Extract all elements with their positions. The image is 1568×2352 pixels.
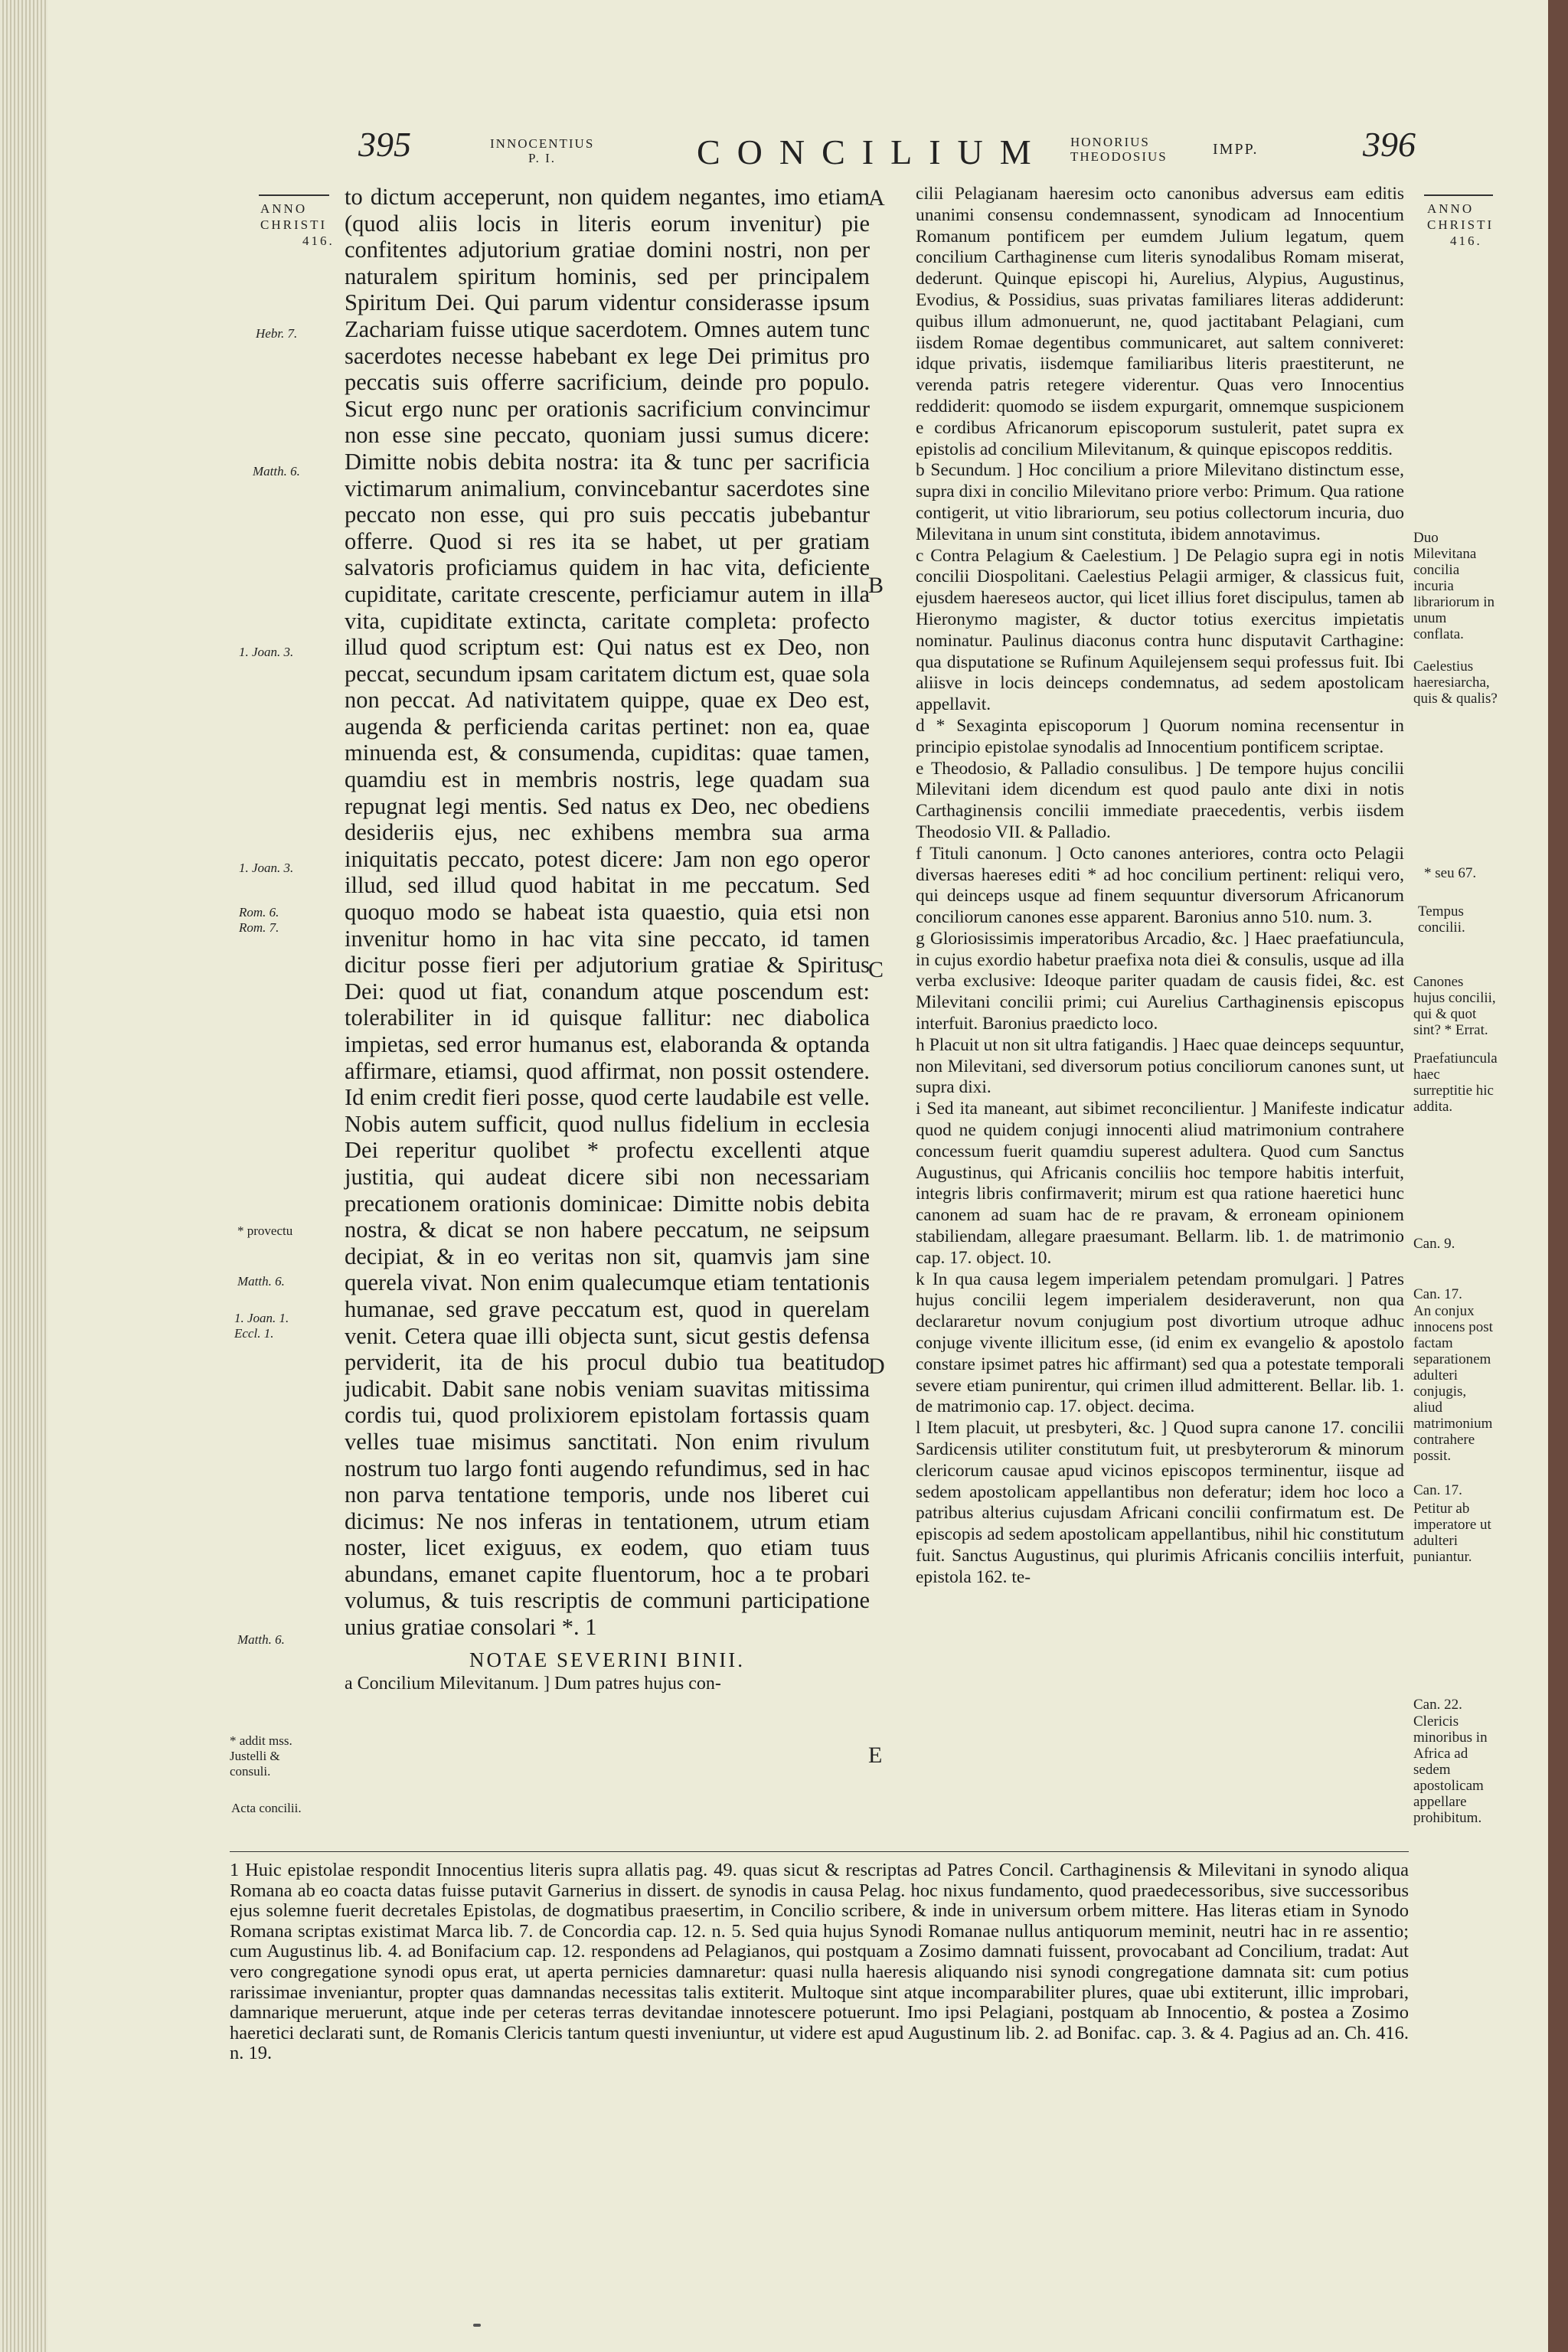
left-margin-note: Matth. 6.: [237, 1274, 285, 1289]
year-right: [1427, 201, 1494, 249]
right-margin-note: Caelestius haeresiarcha, quis & qualis?: [1413, 658, 1498, 707]
right-margin-note: Can. 22.: [1413, 1697, 1462, 1713]
page-edges: [0, 0, 47, 2352]
pope-label: [490, 136, 594, 165]
right-margin-note: Can. 17.: [1413, 1286, 1462, 1302]
imp-label: IMPP.: [1213, 141, 1259, 158]
pope-name: INNOCENTIUS: [490, 136, 595, 151]
note-paragraph: l Item placuit, ut presbyteri, &c. ] Quod supra canone 17. concilii Sardicensis utiliter constitutum fuit, ut presbyterorum & minorum clericorum causae apud vicinos episcopos terminentur, iisque ad sedem apostolicam appellantibus non deferatur; idem hoc loco a patribus alterius cujusdam Africani concilii confirmatum est. De episcopis ad sedem apostolicam appellantibus, nihil hic constitutum fuit. Sanctus Augustinus, qui plurimis Africanis conciliis interfuit, epistola 162. te-: [916, 1418, 1404, 1587]
year-left-number: 416.: [302, 234, 335, 248]
note-paragraph: c Contra Pelagium & Caelestium. ] De Pelagio supra egi in notis concilii Diospolitani. Caelestius Pelagii armiger, & classicus fuit, ejusdem haereseos auctor, qui licet illius foret discipulus, tamen ab Hieronymo magister, & ductor totius exercitus impietatis nominatur. Paulinus diaconus contra hunc disputavit Carthagine: qua disputatione se Rufinum Aquilejensem sequi professus fuit. Ibi aliisve in locis deinceps condemnatus, ad sedem apostolicam appellavit.: [916, 545, 1404, 715]
notae-a: a Concilium Milevitanum. ] Dum patres hujus con-: [345, 1674, 721, 1694]
section-letter: A: [868, 185, 885, 211]
page-mark: [473, 2324, 481, 2327]
note-paragraph: d * Sexaginta episcoporum ] Quorum nomina recensentur in principio epistolae synodalis ad Innocentium pontificem scriptae.: [916, 715, 1404, 757]
section-letter: E: [868, 1743, 883, 1768]
note-paragraph: h Placuit ut non sit ultra fatigandis. ] Haec quae deinceps sequuntur, non Milevitani, sed diversorum potius conciliorum canones sunt, ut supra dixi.: [916, 1034, 1404, 1098]
letter-text: to dictum acceperunt, non quidem negantes, imo etiam (quod aliis locis in literis eorum invenitur) pie confitentes adjutorium gratiae domini nostri, non per naturalem spiritum hominis, sed per principalem Spiritum Dei. Qui parum videntur considerasse ipsum Zachariam fuisse utique sacerdotem. Omnes autem tunc sacerdotes necesse habebant ex lege Dei primitus pro peccatis suis offerre sacrificium, deinde pro populo. Sicut ergo nunc per orationis sacrificium convincimur non esse sine peccato, quoniam jussi sumus dicere: Dimitte nobis debita nostra: ita & tunc per sacrificia victimarum animalium, convincebantur sacerdotes sine peccato non esse, qui pro suis peccatis jubebantur offerre. Quod si res ita se habet, ut per gratiam salvatoris proficiamus quidem in hac vita, deficiente cupiditate, caritate crescente, perficiamur autem in illa vita, cupiditate extincta, caritate completa: profecto illud quod scriptum est: Qui natus est ex Deo, non peccat, secundum ipsam caritatem dictum est, quae sola non peccat. Ad nativitatem quippe, quae ex Deo est, augenda & perficienda caritas pertinet: non ea, quae minuenda est, & consumenda, cupiditas: quae tamen, quamdiu est in membris nostris, lege quadam sua repugnat legi mentis. Sed natus ex Deo, nec obediens desideriis ejus, nec exhibens membra sua arma iniquitatis peccato, potest dicere: Jam non ego operor illud, sed illud quod habitat in me peccatum. Sed quoquo modo se habeat ista quaestio, quia etsi non invenitur homo in hac vita sine peccato, id tamen dicitur posse fieri per adjutorium gratiae & Spiritus Dei: quod ut fiat, conandum atque poscendum est: tolerabiliter in id quisque fallitur: nec diabolica impietas, sed error humanus est, elaboranda & optanda affirmare, etiamsi, quod affirmat, non possit ostendere. Id enim credit fieri posse, quod certe laudabile est velle. Nobis autem sufficit, quod nullus fidelium in ecclesia Dei reperitur quolibet * profectu excellenti atque justitia, qui audeat dicere sibi non necessariam precationem orationis dominicae: Dimitte nobis debita nostra, & dicat se non habere peccatum, ne seipsum decipiat, & in eo veritas non sit, quamvis jam sine querela vivat. Non enim qualecumque etiam tentationis humanae, sed grave peccatum est, quod in querelam venit. Cetera quae illi objecta sunt, sicut gestis defensa perviderit, ita de his procul dubio tua beatitudo judicabit. Dabit sane nobis veniam suavitas mitissima cordis tui, quod prolixiorem epistolam fortassis quam velles tuae misimus sanctitati. Non enim rivulum nostrum tuo largo fonti augendo refundimus, sed in hac non parva tentatione temporis, unde nos liberet cui dicimus: Ne nos inferas in tentationem, utrum etiam noster, licet exiguus, ex eodem, quo etiam tuus abundans, emanet capite fluentorum, hoc a te probari volumus, & tuis rescriptis de communi participatione unius gratiae consolari *. 1: [345, 184, 870, 1641]
year-left-anno: ANNO: [260, 201, 308, 216]
left-margin-note: 1. Joan. 1. Eccl. 1.: [234, 1311, 289, 1341]
footnote: 1 Huic epistolae respondit Innocentius literis supra allatis pag. 49. quas sicut & rescriptas ad Patres Concil. Carthaginensis & Milevitani in synodo aliqua Romana ab eo coacta datas fuisse putavit Garnerius in dissert. de synodis in causa Pelag. hoc nixus fundamento, quod praedecessoribus, sive successoribus ejus solemne fuerit decretales Epistolas, de dogmatibus praesertim, in Concilio scribere, & inde in universum orbem mittere. Has literas etiam in Synodo Romana scriptas existimat Marca lib. 7. de Concordia cap. 12. n. 5. Sed quia hujus Synodi Romanae nullus antiquorum meminit, neutri hac in re assentio; cum Augustinus lib. 4. ad Bonifacium cap. 12. respondens ad Pelagianos, qui postquam a Zosimo damnati fuissent, provocabant ad Concilium, tradat: Aut vero congregatione synodi opus erat, ut aperta pernicies damnaretur: quasi nulla haeresis aliquando nisi synodi congregatione damnata sit: cum potius rarissimae inveniantur, propter quas damnandas necessitas talis extiterit. Multoque sint atque incomparabiliter plures, quae ubi extiterunt, illic improbari, damnarique meruerunt, atque inde per ceteras terras devitandae innotescere potuerunt. Imo ipsi Pelagiani, postquam ab Innocentio, & postea a Zosimo haeretici declarati sunt, de Romanis Clericis tantum questi inveniuntur, ut videre est apud Augustinum lib. 2. ad Bonifac. cap. 3. & 4. Pagius ad an. Ch. 416. n. 19.: [230, 1860, 1409, 2064]
section-letter: D: [868, 1354, 885, 1379]
emperor-2: THEODOSIUS: [1070, 149, 1168, 164]
note-paragraph: cilii Pelagianam haeresim octo canonibus adversus eam editis unanimi consensu condemnassent, synodicam ad Innocentium Romanum pontificem per eumdem Julium legatum, quem concilium Carthaginense cum literis synodalibus Romam miserat, dederunt. Quinque episcopi hi, Aurelius, Alypius, Augustinus, Evodius, & Possidius, suas privatas familiares literas addiderunt: quibus illum admonuerunt, ne, quod jactitabant Pelagiani, cum iisdem Romae degentibus communicaret, aut saltem conniveret: idque privatis, iisdemque familiaribus literis praestiterunt, ne verenda patris retegere viderentur. Quas vero Innocentius reddiderit: quomodo se iisdem expurgarit, omnemque suspicionem e cordibus Africanorum episcoporum sustulerit, patet supra ex epistolis ad concilium Milevitanum, & quinque episcopos redditis.: [916, 184, 1404, 459]
note-paragraph: e Theodosio, & Palladio consulibus. ] De tempore hujus concilii Milevitani idem dicendum est quod paulo ante dixi in notis Carthaginensis concilii immediate praecedentis, verbis iisdem Theodosio VII. & Palladio.: [916, 758, 1404, 842]
year-right-christi: CHRISTI: [1427, 217, 1494, 232]
right-margin-note: Canones hujus concilii, qui & quot sint? * Errat.: [1413, 974, 1496, 1038]
page-number-left: 395: [358, 125, 411, 164]
year-right-number: 416.: [1450, 234, 1482, 248]
right-margin-note: * seu 67.: [1424, 865, 1477, 881]
footnote-rule: [230, 1851, 1409, 1852]
left-margin-note: Matth. 6.: [253, 464, 300, 479]
right-margin-note: An conjux innocens post factam separationem adulteri conjugis, aliud matrimonium contrahere possit.: [1413, 1303, 1493, 1464]
left-margin-note: Acta concilii.: [231, 1801, 302, 1815]
note-paragraph: b Secundum. ] Hoc concilium a priore Milevitano distinctum esse, supra dixi in concilio Milevitano priore verbo: Primum. Qua ratione contigerit, ut vitio librariorum, seu potius collectorum incuria, duo Milevitana in unum sint constituta, ibidem annotavimus.: [916, 460, 1404, 544]
right-margin-note: Tempus concilii.: [1418, 903, 1465, 936]
right-column: [916, 184, 1404, 1589]
right-margin-note: Clericis minoribus in Africa ad sedem apostolicam appellare prohibitum.: [1413, 1713, 1488, 1826]
left-column: [345, 184, 870, 1694]
note-paragraph: i Sed ita maneant, aut sibimet reconcilientur. ] Manifeste indicatur quod ne quidem conjugi innocenti aliud matrimonium contrahere concessum fuerit quamdiu superest adultera. Quod cum Sanctus Augustinus, qui Africanis conciliis hoc tempore habitis interfuit, integris libris confirmaverit; mirum est qua ratione haeretici hunc canonem ad suam hac de re pravam, & erroneam opinionem stabiliendam, allegare praesumant. Bellarm. lib. 1. de matrimonio cap. 17. object. 10.: [916, 1099, 1404, 1268]
note-paragraph: k In qua causa legem imperialem petendam promulgari. ] Patres hujus concilii legem imperialem desideraverunt, non qua declararetur novum conjugium post divortium utroque adhuc conjuge vivente illicitum esse, (id enim ex evangelio & apostolo constare ipsimet patres hic affirmant) sed qua a potestate temporali severe etiam punirentur, qui crimen illud admitterent. Bellar. lib. 1. de matrimonio cap. 17. object. decima.: [916, 1269, 1404, 1417]
right-margin-rule: [1424, 194, 1493, 196]
right-margin-note: Can. 17.: [1413, 1482, 1462, 1498]
section-letter: B: [868, 573, 884, 598]
section-letter: C: [868, 957, 884, 982]
left-margin-note: 1. Joan. 3.: [239, 645, 294, 659]
year-right-anno: ANNO: [1427, 201, 1475, 216]
right-margin-note: Praefatiuncula haec surreptitie hic addita.: [1413, 1050, 1498, 1115]
left-margin-note: Rom. 6. Rom. 7.: [239, 905, 279, 935]
notae-heading: NOTAE SEVERINI BINII.: [469, 1648, 746, 1671]
running-title: CONCILIUM: [697, 132, 1048, 172]
left-margin-rule: [259, 194, 329, 196]
right-margin-note: Duo Milevitana concilia incuria librariorum in unum conflata.: [1413, 530, 1495, 642]
right-margin-note: Can. 9.: [1413, 1236, 1455, 1252]
emperors-label: [1070, 135, 1168, 164]
emperor-1: HONORIUS: [1070, 135, 1150, 149]
note-paragraph: g Gloriosissimis imperatoribus Arcadio, &c. ] Haec praefatiuncula, in cujus exordio habetur praefixa nota diei & consulis, usque ad illa verba exclusive: Ideoque pariter quadam de causis fidei, &c. est Milevitani concilii primi; cui Aurelius Carthaginensis episcopus interfuit. Baronius praedicto loco.: [916, 928, 1404, 1034]
year-left-christi: CHRISTI: [260, 217, 328, 232]
left-margin-note: * addit mss. Justelli & consuli.: [230, 1733, 292, 1779]
year-left: [260, 201, 335, 249]
left-margin-note: 1. Joan. 3.: [239, 861, 294, 875]
left-margin-note: * provectu: [237, 1223, 293, 1238]
page-number-right: 396: [1363, 125, 1416, 164]
left-margin-note: Hebr. 7.: [256, 326, 298, 341]
binding-spine: [1548, 0, 1568, 2352]
pope-number: P. I.: [528, 151, 556, 165]
left-margin-note: Matth. 6.: [237, 1632, 285, 1647]
right-margin-note: Petitur ab imperatore ut adulteri puniantur.: [1413, 1501, 1491, 1565]
note-paragraph: f Tituli canonum. ] Octo canones anteriores, contra octo Pelagii diversas haereses editi * ad hoc concilium pertinent: reliqui vero, qui deinceps usque ad finem sequuntur diversorum Africanorum conciliorum canones esse apparent. Baronius anno 510. num. 3.: [916, 843, 1404, 928]
